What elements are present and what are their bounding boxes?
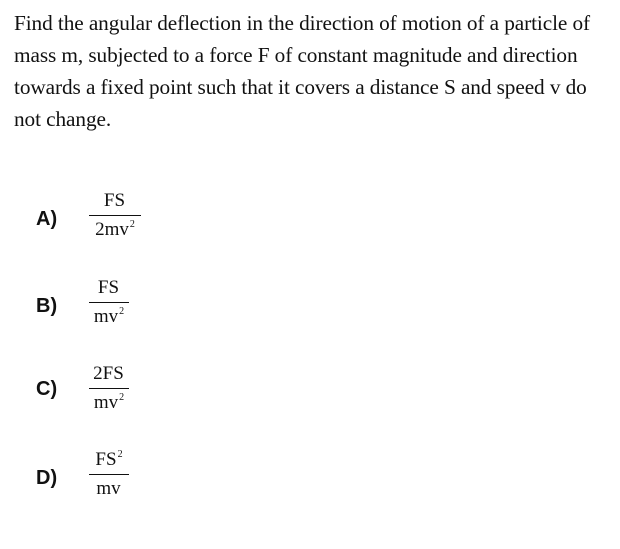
numerator: FS [103, 190, 126, 211]
option-d[interactable] [36, 449, 236, 509]
option-c-fraction [89, 363, 129, 414]
denominator: $2mv^2$ [95, 219, 135, 240]
numerator: $FS^2$ [95, 449, 123, 470]
fraction-bar [89, 474, 129, 475]
option-d-fraction [89, 449, 129, 500]
fraction-bar [89, 215, 141, 216]
denominator: $mv^2$ [93, 392, 125, 413]
option-a-fraction [89, 190, 141, 241]
numerator: FS [97, 277, 120, 298]
option-a[interactable] [36, 190, 236, 250]
question-text: Find the angular deflection in the direction of motion of a particle of mass m, subjected to a force F of constant magnitude and direction towards a fixed point such that it covers a distance S and speed v do not change. [14, 11, 591, 131]
option-label: C) [36, 378, 58, 400]
denominator: mv [96, 478, 121, 499]
fraction-bar [89, 388, 129, 389]
option-label: D) [36, 467, 58, 489]
option-b[interactable] [36, 277, 236, 337]
fraction-bar [89, 302, 129, 303]
option-label: A) [36, 208, 58, 230]
option-c[interactable] [36, 363, 236, 423]
denominator: $mv^2$ [93, 306, 125, 327]
numerator: 2FS [93, 363, 124, 384]
option-b-fraction [89, 277, 129, 328]
option-label: B) [36, 295, 58, 317]
